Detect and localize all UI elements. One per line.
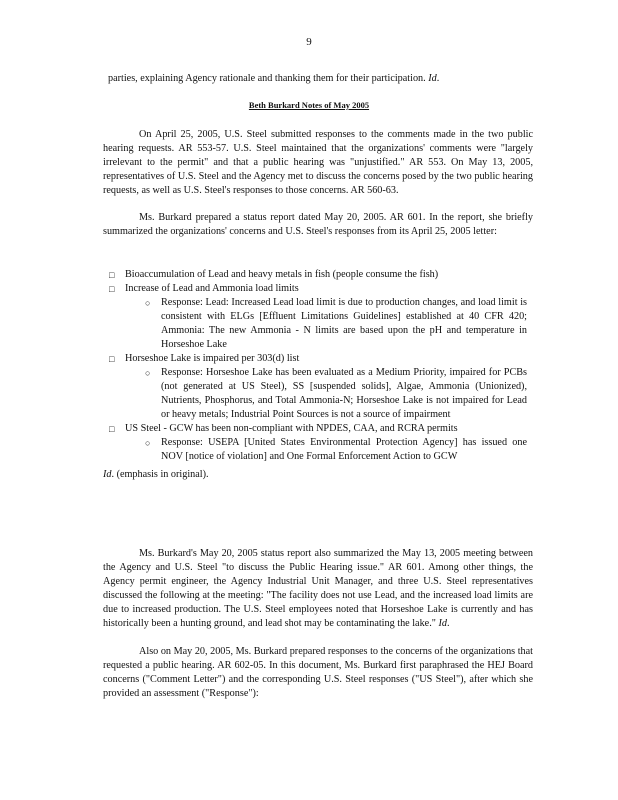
list-citation bbox=[103, 468, 533, 482]
bullet-icon: □ bbox=[109, 424, 115, 434]
intro-text: parties, explaining Agency rationale and thanking them for their participation. bbox=[108, 73, 426, 84]
list-item bbox=[103, 282, 533, 296]
list-citation-note: . (emphasis in original). bbox=[111, 469, 209, 480]
section-heading bbox=[0, 100, 618, 110]
intro-line: parties, explaining Agency rationale and thanking them for their participation. Id. bbox=[108, 73, 440, 84]
list-item-label: Horseshoe Lake is impaired per 303(d) list bbox=[125, 353, 300, 364]
list-item-label: Increase of Lead and Ammonia load limits bbox=[125, 283, 299, 294]
list-item bbox=[103, 422, 533, 436]
list-subitem-text: Response: Horseshoe Lake has been evaluated as a Medium Priority, impaired for PCBs (not generated at US Steel), SS [suspended solids], Algae, Ammonia (Unionized), Nutrients, Phosphorus, and Total Ammonia-N; Horseshoe Lake is not impaired for Lead or heavy metals; Industrial Point Sources is not a source of impairment bbox=[161, 367, 527, 420]
paragraph-2-text: Ms. Burkard prepared a status report dated May 20, 2005. AR 601. In the report, she briefly summarized the organizations' concerns and U.S. Steel's responses from its April 25, 2005 letter: bbox=[103, 212, 533, 237]
bullet-icon: □ bbox=[109, 270, 115, 280]
section-heading-text: Beth Burkard Notes of May 2005 bbox=[248, 100, 370, 110]
circle-bullet-icon: ○ bbox=[145, 368, 151, 378]
list-subitem-text: Response: USEPA [United States Environmental Protection Agency] has issued one NOV [notice of violation] and One Formal Enforcement Action to GCW bbox=[161, 437, 527, 462]
list-subitem bbox=[103, 296, 533, 352]
list-citation-id: Id bbox=[103, 469, 112, 480]
list-subitem bbox=[103, 436, 533, 464]
circle-bullet-icon: ○ bbox=[145, 438, 151, 448]
paragraph-4-text: Also on May 20, 2005, Ms. Burkard prepared responses to the concerns of the organizations that requested a public hearing. AR 602-05. In this document, Ms. Burkard first paraphrased the HEJ Board concerns ("Comment Letter") and the corresponding U.S. Steel responses ("US Steel"), after which she provided an assessment ("Response"): bbox=[103, 646, 533, 699]
paragraph-3-text: Ms. Burkard's May 20, 2005 status report also summarized the May 13, 2005 meeting between the Agency and U.S. Steel "to discuss the Public Hearing issue." AR 601. Among other things, the Agency permit engineer, the Agency Industrial Unit Manager, and three U.S. Steel representatives discussed the following at the meeting: "The facility does not use Lead, and the increased load limits are due to increased production. The U.S. Steel employees noted that Horseshoe Lake is currently and has historically been a hunting ground, and lead shot may be contaminating the lake." bbox=[103, 548, 533, 629]
bullet-icon: □ bbox=[109, 284, 115, 294]
bullet-icon: □ bbox=[109, 354, 115, 364]
list-item bbox=[103, 352, 533, 366]
paragraph-1 bbox=[103, 128, 533, 198]
intro-citation: Id bbox=[428, 73, 437, 84]
concerns-list bbox=[103, 268, 533, 482]
paragraph-3-citation: Id bbox=[438, 618, 447, 629]
list-item-label: US Steel - GCW has been non-compliant with NPDES, CAA, and RCRA permits bbox=[125, 423, 458, 434]
paragraph-4 bbox=[103, 645, 533, 701]
paragraph-2 bbox=[103, 211, 533, 239]
paragraph-1-text: On April 25, 2005, U.S. Steel submitted responses to the comments made in the two public hearing requests. AR 553-57. U.S. Steel maintained that the organizations' comments were "largely irrelevant to the permit" and that a public hearing was "unjustified." AR 553. On May 13, 2005, representatives of U.S. Steel and the Agency met to discuss the concerns posed by the two public hearing requests, as well as U.S. Steel's responses to those concerns. AR 560-63. bbox=[103, 129, 533, 196]
list-subitem bbox=[103, 366, 533, 422]
paragraph-3: Ms. Burkard's May 20, 2005 status report also summarized the May 13, 2005 meeting between the Agency and U.S. Steel "to discuss the Public Hearing issue." AR 601. Among other things, the Agency permit engineer, the Agency Industrial Unit Manager, and three U.S. Steel representatives discussed the following at the meeting: "The facility does not use Lead, and the increased load limits are due to increased production. The U.S. Steel employees noted that Horseshoe Lake is currently and has historically been a hunting ground, and lead shot may be contaminating the lake." Id. bbox=[103, 548, 533, 629]
circle-bullet-icon: ○ bbox=[145, 298, 151, 308]
page-number: 9 bbox=[306, 36, 312, 48]
list-item-label: Bioaccumulation of Lead and heavy metals in fish (people consume the fish) bbox=[125, 269, 439, 280]
list-item bbox=[103, 268, 533, 282]
list-subitem-text: Response: Lead: Increased Lead load limit is due to production changes, and load limit is consistent with ELGs [Effluent Limitations Guidelines] established at 40 CFR 420; Ammonia: The new Ammonia - N limits are based upon the pH and temperature in Horseshoe Lake bbox=[161, 297, 527, 350]
